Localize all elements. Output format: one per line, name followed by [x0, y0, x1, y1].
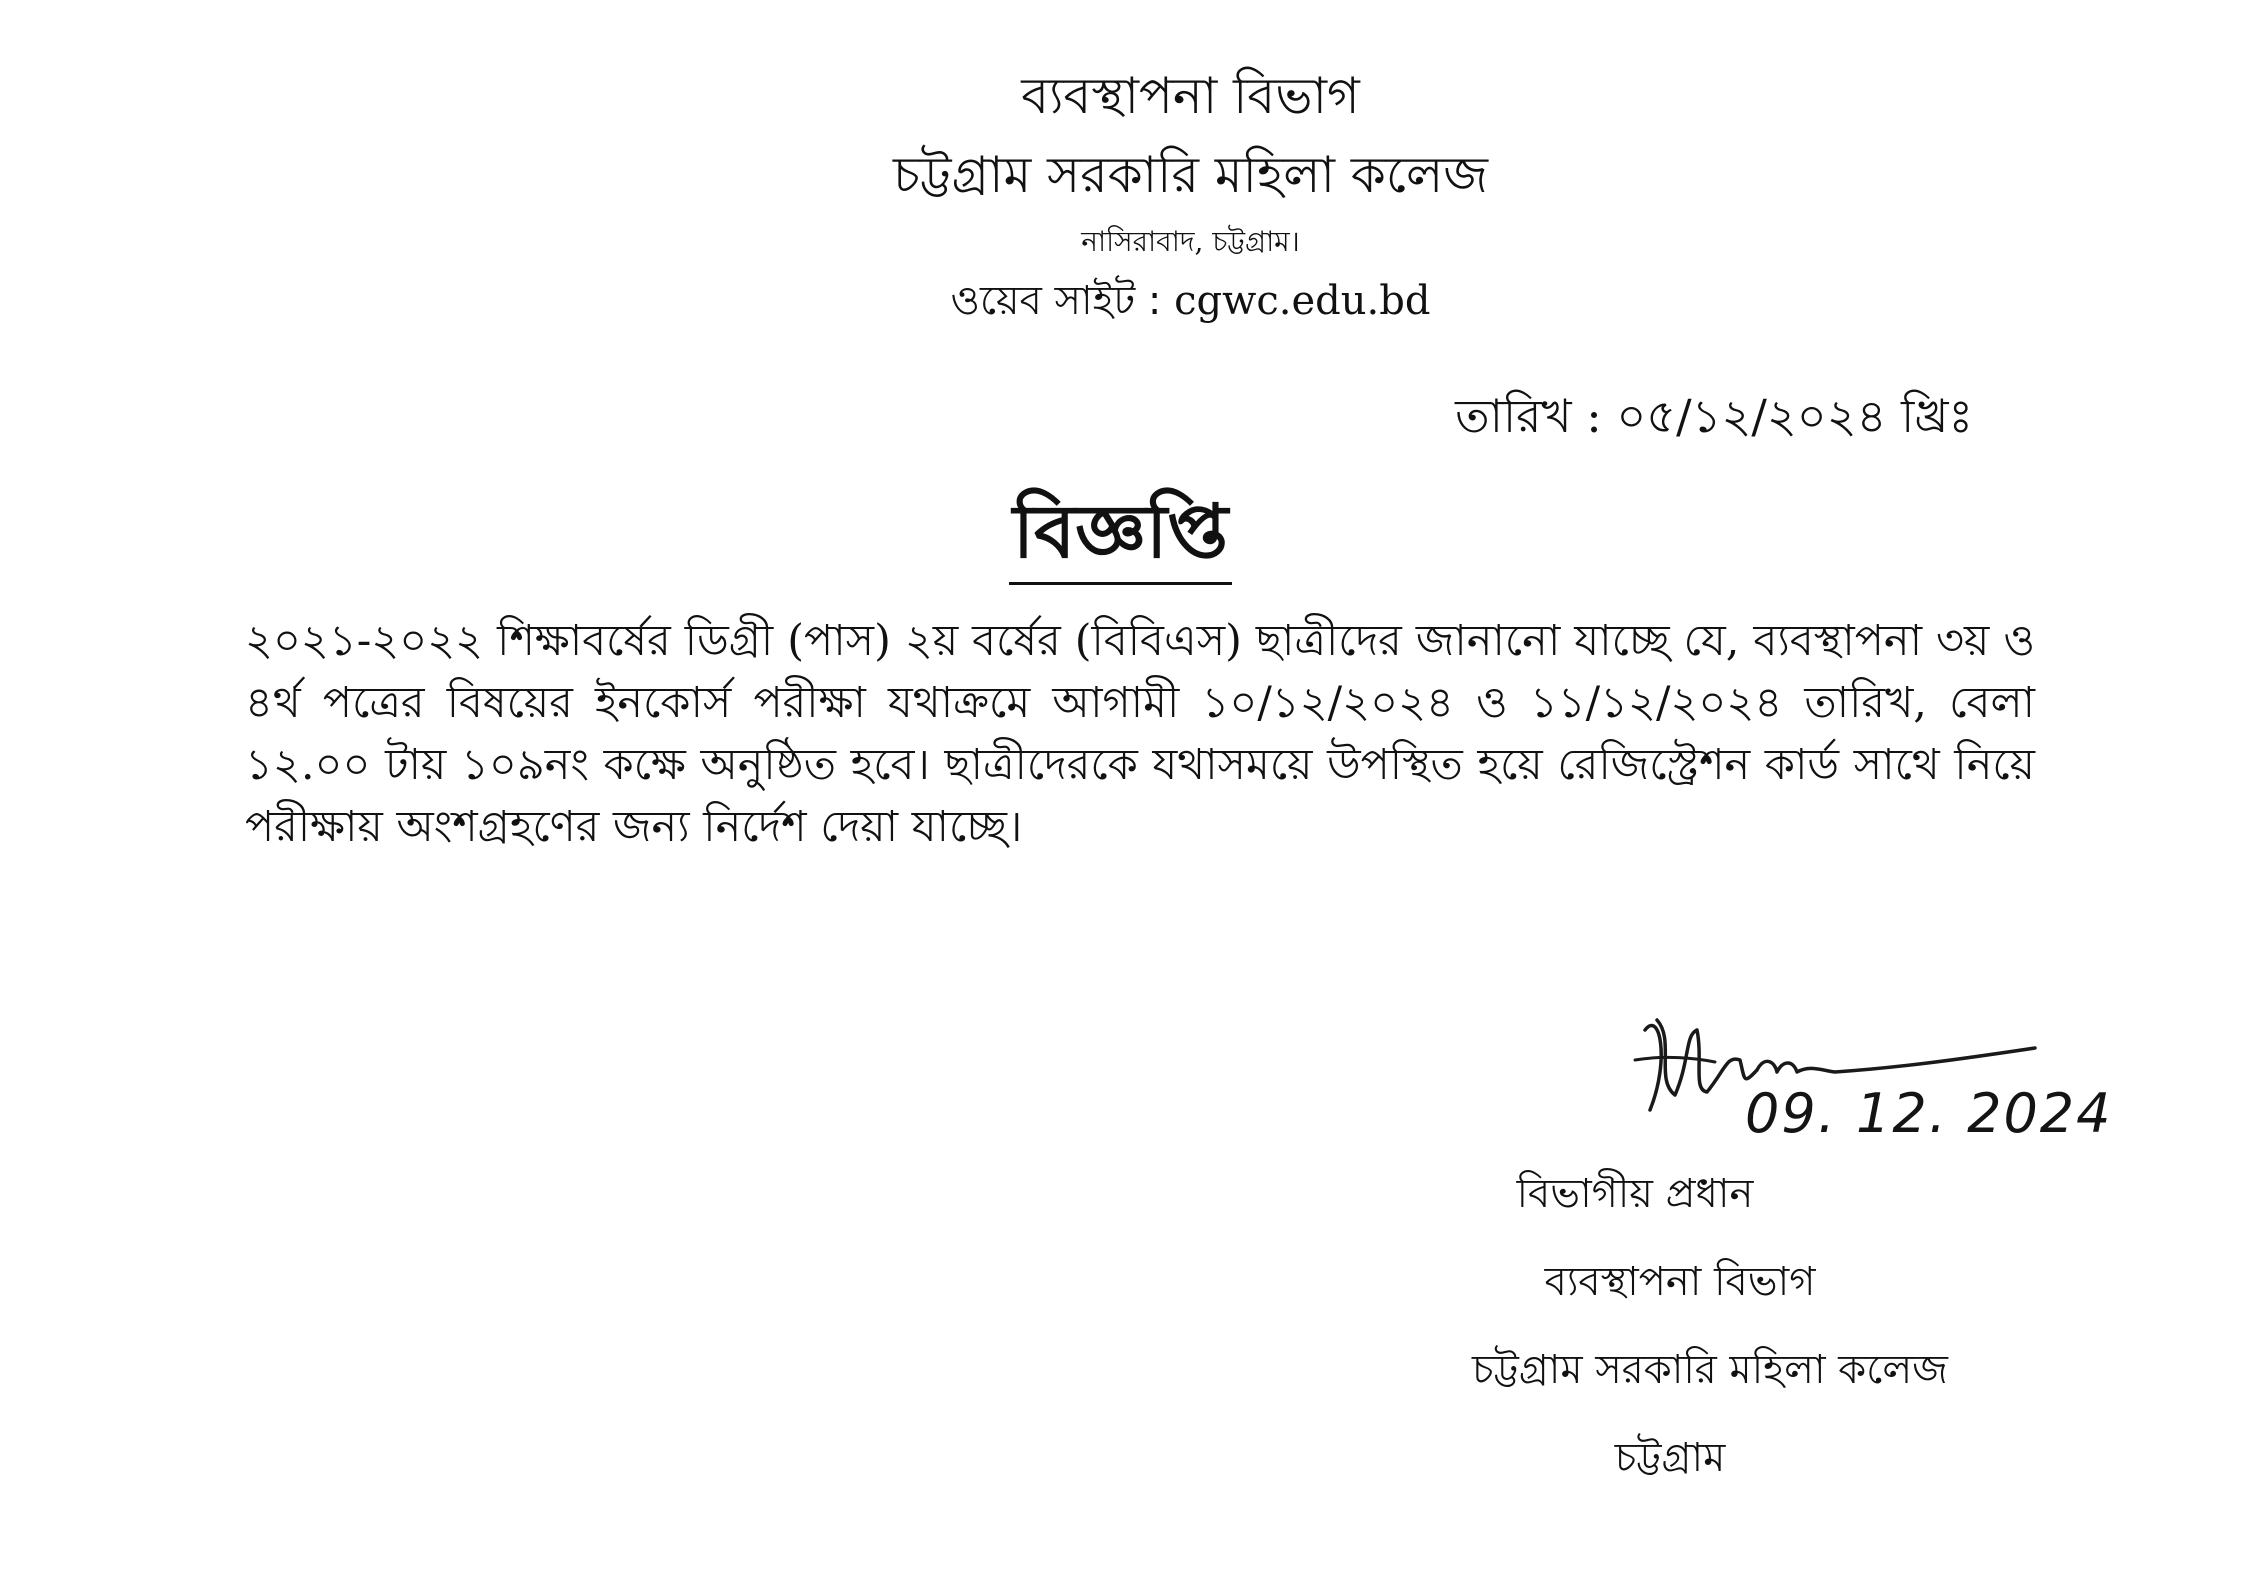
signatory-college: চট্টগ্রাম সরকারি মহিলা কলেজ [1472, 1347, 1948, 1393]
signatory-designation: বিভাগীয় প্রধান [1516, 1171, 1754, 1217]
signatory-block [1380, 1150, 2040, 1502]
notice-date: তারিখ : ০৫/১২/২০২৪ খ্রিঃ [1455, 389, 1973, 443]
notice-title: বিজ্ঞপ্তি [1009, 488, 1232, 585]
college-name: চট্টগ্রাম সরকারি মহিলা কলেজ [893, 146, 1488, 204]
signatory-city: চট্টগ্রাম [1614, 1435, 1726, 1481]
website-url: cgwc.edu.bd [1174, 278, 1431, 324]
notice-title-wrapper [0, 488, 2241, 585]
college-address: নাসিরাবাদ, চট্টগ্রাম। [1081, 225, 1300, 258]
department-name: ব্যবস্থাপনা বিভাগ [1021, 67, 1360, 125]
website-label: ওয়েব সাইট : [950, 278, 1162, 324]
signature-date: 09. 12. 2024 [1745, 1082, 2113, 1145]
letterhead [0, 60, 2241, 336]
signatory-department: ব্যবস্থাপনা বিভাগ [1544, 1259, 1816, 1305]
website-line [140, 266, 2241, 336]
notice-body: ২০২১-২০২২ শিক্ষাবর্ষের ডিগ্রী (পাস) ২য় বর্ষের (বিবিএস) ছাত্রীদের জানানো যাচ্ছে যে, ব্যবস্থাপনা ৩য় ও ৪র্থ পত্রের বিষয়ের ইনকোর্স পরীক্ষা যথাক্রমে আগামী ১০/১২/২০২৪ ও ১১/১২/২০২৪ তারিখ, বেলা ১২.০০ টায় ১০৯নং কক্ষে অনুষ্ঠিত হবে। ছাত্রীদেরকে যথাসময়ে উপস্থিত হয়ে রেজিস্ট্রেশন কার্ড সাথে নিয়ে পরীক্ষায় অংশগ্রহণের জন্য নির্দেশ দেয়া যাচ্ছে। [245, 616, 2035, 852]
